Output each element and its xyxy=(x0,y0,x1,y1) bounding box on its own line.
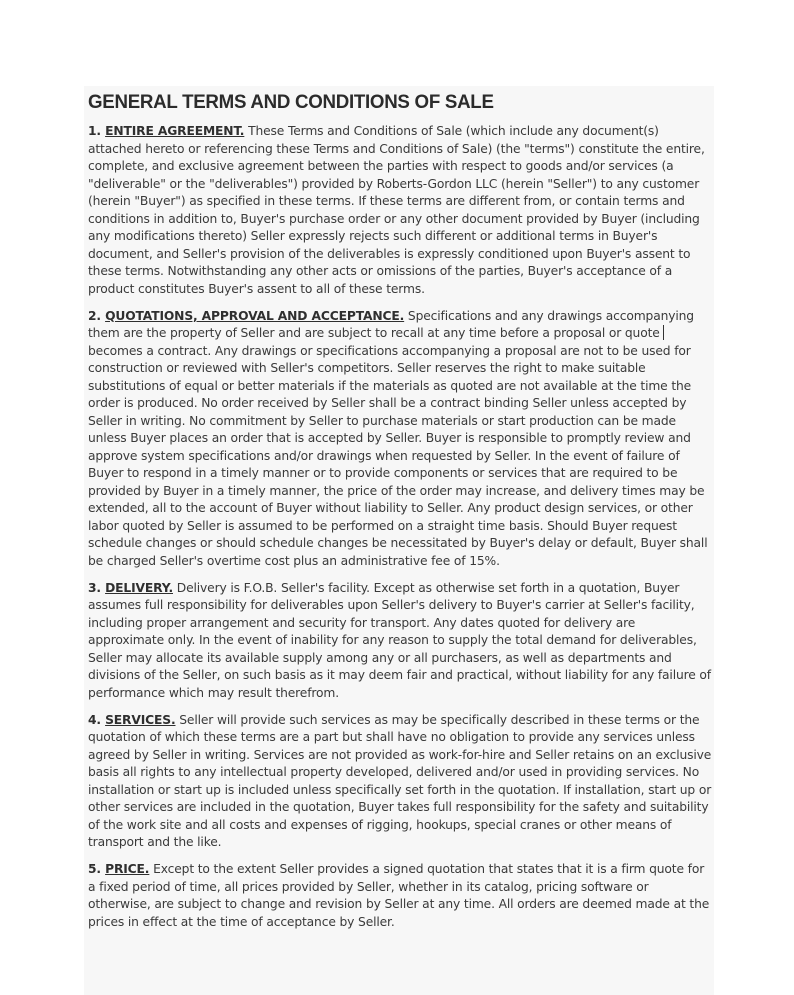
section-title: ENTIRE AGREEMENT. xyxy=(105,124,245,138)
section-body: Except to the extent Seller provides a signed quotation that states that it is a firm quote for a fixed period of time, all prices provided by Seller, whether in its catalog, pricing software or otherwise, are subject to change and revision by Seller at any time. All orders are deemed made at the prices in effect at the time of acceptance by Seller. xyxy=(88,862,710,929)
document-title: GENERAL TERMS AND CONDITIONS OF SALE xyxy=(88,91,494,113)
section-heading xyxy=(88,862,149,876)
document-content xyxy=(88,86,712,931)
section-title: DELIVERY. xyxy=(105,580,173,595)
section-number: 5. xyxy=(88,862,101,876)
section-number: 3. xyxy=(88,580,101,595)
section-entire-agreement xyxy=(88,123,712,298)
section-body: Seller will provide such services as may be specifically described in these terms or the quotation of which these terms are a part but shall have no obligation to provide any services unless agreed by Seller in writing. Services are not provided as work-for-hire and Seller retains on an exclusive basis all rights to any intellectual property developed, delivered and/or used in providing services. No installation or start up is included unless specifically set forth in the quotation. If installation, start up or other services are included in the quotation, Buyer takes full responsibility for the safety and suitability of the work site and all costs and expenses of rigging, hookups, special cranes or other means of transport and the like. xyxy=(88,712,712,849)
section-body-continued: becomes a contract. Any drawings or specifications accompanying a proposal are not to be used for construction or reviewed with Seller's competitors. Seller reserves the right to make suitable substitutions of equal or better materials if the materials as quoted are not available at the time the order is produced. No order received by Seller shall be a contract binding Seller unless accepted by Seller in writing. No commitment by Seller to purchase materials or start production can be made unless Buyer places an order that is accepted by Seller. Buyer is responsible to promptly review and approve system specifications and/or drawings when requested by Seller. In the event of failure of Buyer to respond in a timely manner or to provide components or services that are required to be provided by Buyer in a timely manner, the price of the order may increase, and delivery times may be extended, all to the account of Buyer without liability to Seller. Any product design services, or other labor quoted by Seller is assumed to be performed on a straight time basis. Should Buyer request schedule changes or should schedule changes be necessitated by Buyer's delay or default, Buyer shall be charged Seller's overtime cost plus an administrative fee of 15%. xyxy=(88,343,708,568)
section-number: 4. xyxy=(88,712,101,727)
section-title: QUOTATIONS, APPROVAL AND ACCEPTANCE. xyxy=(105,308,405,323)
section-body: Specifications and any drawings accompanying them are the property of Seller and are subject to recall at any time before a proposal or quote xyxy=(88,308,694,340)
section-title: SERVICES. xyxy=(105,712,176,727)
section-heading xyxy=(88,581,173,595)
section-delivery xyxy=(88,580,712,703)
section-body: Delivery is F.O.B. Seller's facility. Except as otherwise set forth in a quotation, Buyer assumes full responsibility for deliverables upon Seller's delivery to Buyer's carrier at Seller's facility, including proper arrangement and security for transport. Any dates quoted for delivery are approximate only. In the event of inability for any reason to supply the total demand for deliverables, Seller may allocate its available supply among any or all purchasers, as well as departments and divisions of the Seller, on such basis as it may deem fair and practical, without liability for any failure of performance which may result therefrom. xyxy=(88,580,711,700)
section-quotations-approval-acceptance xyxy=(88,308,712,571)
section-title: PRICE. xyxy=(105,862,150,876)
section-heading xyxy=(88,124,244,138)
section-price xyxy=(88,861,712,931)
section-number: 1. xyxy=(88,124,101,138)
document-page xyxy=(84,86,714,995)
section-heading xyxy=(88,713,176,727)
section-number: 2. xyxy=(88,308,101,323)
section-body: These Terms and Conditions of Sale (which include any document(s) attached hereto or referencing these Terms and Conditions of Sale) (the "terms") constitute the entire, complete, and exclusive agreement between the parties with respect to goods and/or services (a "deliverable" or the "deliverables") provided by Roberts-Gordon LLC (herein "Seller") to any customer (herein "Buyer") as specified in these terms. If these terms are different from, or contain terms and conditions in addition to, Buyer's purchase order or any other document provided by Buyer (including any modifications thereto) Seller expressly rejects such different or additional terms in Buyer's document, and Seller's provision of the deliverables is expressly conditioned upon Buyer's assent to these terms. Notwithstanding any other acts or omissions of the parties, Buyer's acceptance of a product constitutes Buyer's assent to all of these terms. xyxy=(88,124,705,296)
text-cursor xyxy=(663,325,664,340)
section-services xyxy=(88,712,712,852)
section-heading xyxy=(88,309,404,323)
